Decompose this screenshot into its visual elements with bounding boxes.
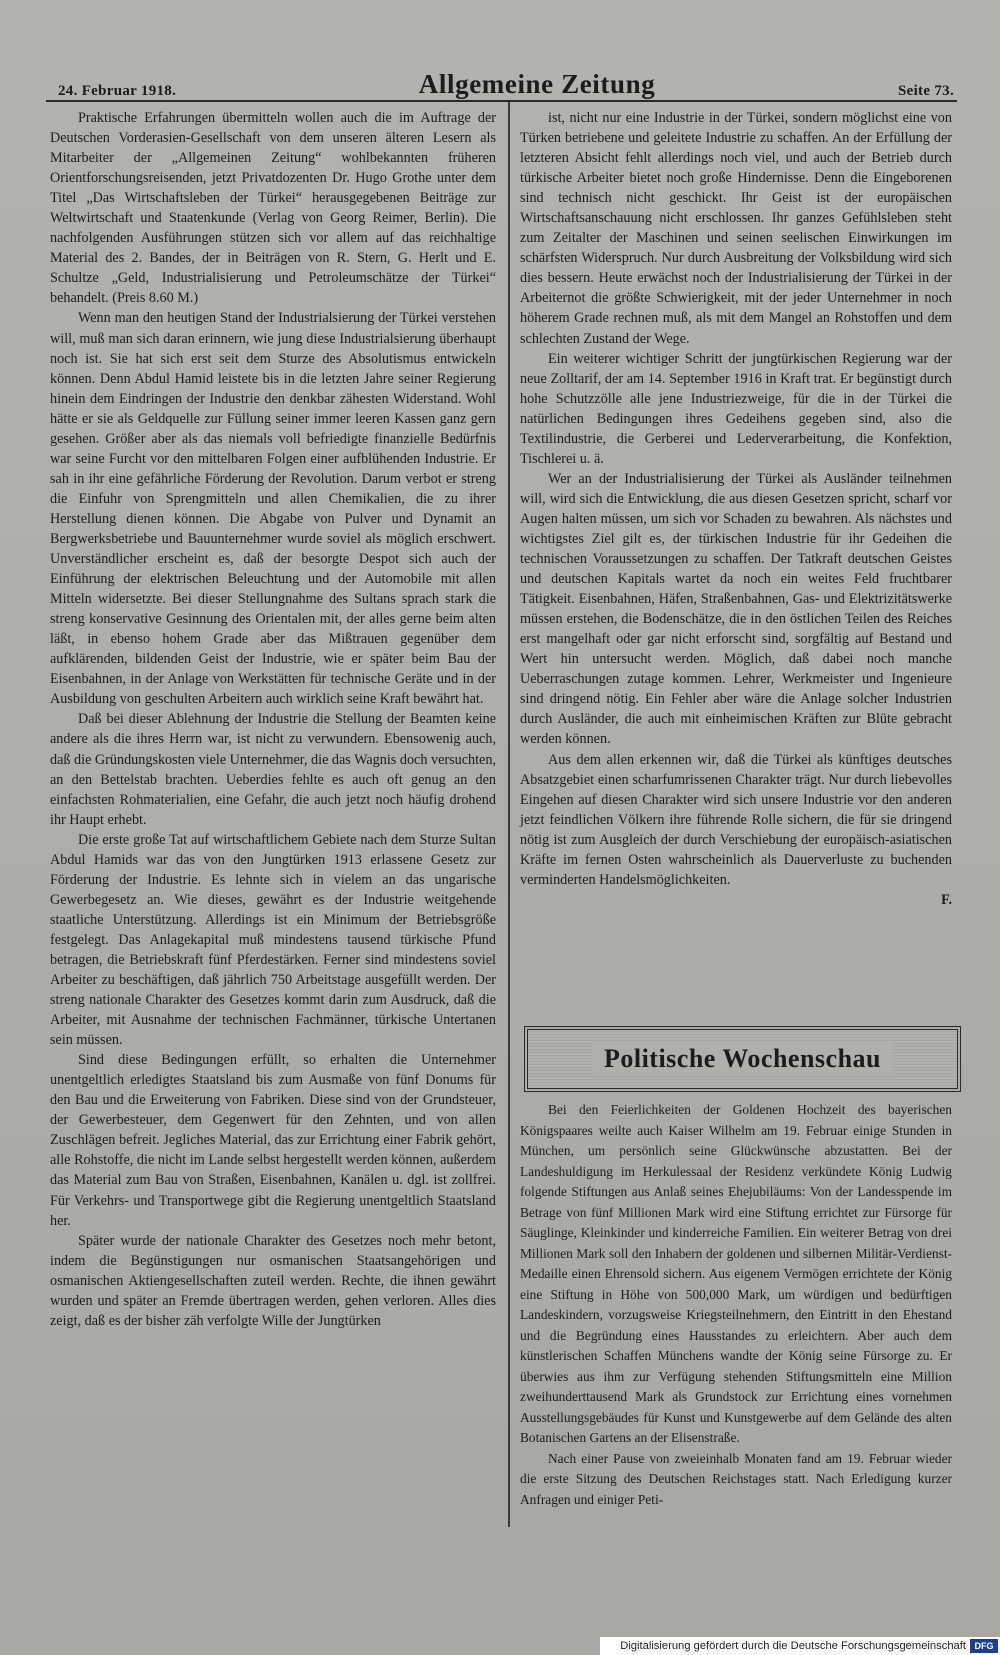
paragraph: Sind diese Bedingungen erfüllt, so erhalten die Unternehmer unentgeltlich erledigtes Staatsland bis zum Ausmaße von fünf Donums für den Bau und die Erweiterung von Fabriken. Diese sind von der Grundsteuer, der Gewerbesteuer, dem Gegenwert für den Zehnten, und von allen Zuschlägen befreit. Jegliches Material, das zur Errichtung einer Fabrik gehört, alle Rohstoffe, die nicht im Lande selbst hergestellt werden können, außerdem das Material zum Bau von Straßen, Eisenbahnen, Kanälen u. dgl. ist zollfrei. Für Verkehrs- und Transportwege gibt die Regierung unentgeltlich Staatsland her.: [50, 1052, 496, 1229]
paragraph: Bei den Feierlichkeiten der Goldenen Hochzeit des bayerischen Königspaares weilte auch Kaiser Wilhelm am 19. Februar einige Stunden in München, um persönlich seine Glückwünsche abzustatten. Bei der Landeshuldigung im Herkulessaal der Residenz verkündete König Ludwig folgende Stiftungen aus Anlaß seines Ehejubiläums: Von der Landesspende im Betrage von fünf Millionen Mark wird eine Stiftung errichtet zur Fürsorge für Säuglinge, Kleinkinder und kinderreiche Familien. Ein weiterer Betrag von drei Millionen Mark soll den Inhabern der goldenen und silbernen Militär-Verdienst-Medaille einen Ehrensold sichern. Aus eigenem Vermögen errichtete der König eine Stiftung in Höhe von 500,000 Mark, um würdigen und bedürftigen Landeskindern, vorzugsweise Kriegsteilnehmern, den Eintritt in den Ehestand und die Begründung eines Hausstandes zu erleichtern. Aber auch dem künstlerischen Schaffen Münchens wandte der König seine Fürsorge zu. Er überwies aus ihm zur Verfügung stehenden Stiftungsmitteln eine Million zweihunderttausend Mark als Grundstock zur Errichtung eines vornehmen Ausstellungsgebäudes für Kunst und Kunstgewerbe auf dem Gelände des alten Botanischen Gartens an der Elisenstraße.: [520, 1102, 952, 1445]
paragraph: Aus dem allen erkennen wir, daß die Türkei als künftiges deutsches Absatzgebiet einen scharfumrissenen Charakter trägt. Nur durch liebevolles Eingehen auf diesen Charakter wird sich unsere Industrie vor den anderen jetzt feindlichen Völkern ihre führende Rolle sichern, die für sie dringend nötig ist zum Ausgleich der durch Verschiebung der europäisch-asiatischen Kräfte im fernen Osten wahrscheinlich als Dauerverluste zu buchenden verminderten Handelsmöglichkeiten.: [520, 751, 952, 888]
wochenschau-column: [520, 1100, 952, 1510]
page-header: [58, 66, 954, 100]
right-column: [520, 108, 952, 910]
section-title: Politische Wochenschau: [592, 1042, 893, 1076]
dfg-logo-icon: DFG: [970, 1639, 998, 1653]
paragraph: Wenn man den heutigen Stand der Industrialsierung der Türkei verstehen will, muß man sich daran erinnern, wie jung diese Industrialsierung überhaupt noch ist. Sie hat sich erst seit dem Sturze des Absolutismus entwickeln können. Denn Abdul Hamid leistete bis in die letzten Jahre seiner Regierung hinein dem Eindringen der Industrie den denkbar zähesten Widerstand. Wohl hätte er sie als Geldquelle zur Füllung seiner immer leeren Kassen ganz gern gesehen. Größer aber als das niemals voll befriedigte finanzielle Bedürfnis war seine Furcht vor den mittelbaren Folgen einer aufblühenden Industrie. Er sah in ihr eine gefährliche Förderung der Revolution. Darum verbot er streng die Einfuhr von Sprengmitteln und allen Chemikalien, die zu ihrer Herstellung dienen können. Die Abgabe von Pulver und Dynamit an Bergwerksbetriebe und Bauunternehmer wurde soviel als möglich erschwert. Unverständlicher erscheint es, daß der besorgte Despot sich auch der Einführung der elektrischen Beleuchtung und der Automobile mit allen Mitteln widersetzte. Bei dieser Stellungnahme des Sultans sprach stark die streng konservative Gesinnung des Orientalen mit, der alles gerne beim alten läßt, in ebenso hohem Grade aber das Mißtrauen gegenüber dem aufklärenden, bildenden Geist der Industrie, wie er später beim Bau der Eisenbahnen, in der Anlage von Werkstätten für technische Geräte und in der Ausbildung von geschulten Arbeitern auch wirklich seine Kraft bewährt hat.: [50, 310, 496, 708]
footer-text: Digitalisierung gefördert durch die Deutsche Forschungsgemeinschaft: [620, 1640, 966, 1652]
author-signature: F.: [941, 891, 952, 908]
column-divider: [508, 102, 510, 1527]
paragraph: Praktische Erfahrungen übermitteln wollen auch die im Auftrage der Deutschen Vorderasien-Gesellschaft von dem unseren älteren Lesern als Mitarbeiter der „Allgemeinen Zeitung“ wohlbekannten früheren Orientforschungsreisenden, jetzt Privatdozenten Dr. Hugo Grothe unter dem Titel „Das Wirtschaftsleben der Türkei“ herausgegebenen Beiträge zur Weltwirtschaft und Staatenkunde (Verlag von Georg Reimer, Berlin). Die nachfolgenden Ausführungen stützen sich vor allem auf das reichhaltige Material des 2. Bandes, der in Beiträgen von R. Stern, G. Herlt und E. Schultze „Geld, Industrialisierung und Petroleumschätze der Türkei“ behandelt. (Preis 8.60 M.): [50, 110, 496, 307]
header-rule: [46, 100, 957, 102]
page-number: Seite 73.: [897, 83, 954, 99]
issue-date: 24. Februar 1918.: [58, 83, 177, 99]
paragraph: Die erste große Tat auf wirtschaftlichem Gebiete nach dem Sturze Sultan Abdul Hamids war das von den Jungtürken 1913 erlassene Gesetz zur Förderung der Industrie. Es lehnte sich in vielem an das ungarische Gewerbegesetz an. Wie dieses, gewährt es der Industrie weitgehende staatliche Unterstützung. Allerdings ist ein Minimum der Betriebsgröße festgelegt. Das Anlagekapital muß mindestens tausend türkische Pfund betragen, die Betriebskraft fünf Pferdestärken. Ferner sind mindestens soviel Arbeiter zu beschäftigen, daß jährlich 750 Arbeitstage ausgefüllt werden. Der streng nationale Charakter des Gesetzes kommt darin zum Ausdruck, daß die Arbeiter, mit Ausnahme der technischen Fachmänner, türkische Untertanen sein müssen.: [50, 831, 496, 1049]
paragraph: Später wurde der nationale Charakter des Gesetzes noch mehr betont, indem die Begünstigungen nur osmanischen Staatsangehörigen und osmanischen Aktiengesellschaften zuteil werden. Rechte, die ihnen gewährt wurden und später an Fremde übertragen werden, gehen verloren. Alles dies zeigt, daß es der bisher zäh verfolgte Wille der Jungtürken: [50, 1232, 496, 1329]
paragraph: ist, nicht nur eine Industrie in der Türkei, sondern möglichst eine von Türken betriebene und geleitete Industrie zu schaffen. An der Erfüllung der letzteren Absicht fehlt allerdings noch viel, und auch der Betrieb durch türkische Arbeiter bietet noch große Hindernisse. Denn die Eingeborenen sind technisch nicht geschickt. Ihr Geist ist der europäischen Wirtschaftsanschauung nicht erschlossen. Ihr ganzes Gefühlsleben steht zum Zeitalter der Maschinen und seinen seelischen Einwirkungen im schärfsten Widerspruch. Nur durch Ausbreitung der Volksbildung wird sich dies bessern. Heute erwächst noch der Industrialisierung der Türkei in der Arbeiternot die größte Schwierigkeit, mit der jeder Unternehmer in noch höherem Grade rechnen muß, als mit dem Mangel an Rohstoffen und dem schlechten Zustand der Wege.: [520, 110, 952, 347]
digitization-footer: [600, 1637, 1000, 1655]
paragraph: Daß bei dieser Ablehnung der Industrie die Stellung der Beamten keine andere als die ihres Herrn war, ist nicht zu verwundern. Ebensowenig auch, daß die Gründungskosten viele Unternehmer, die das Wagnis doch versuchten, an den Bettelstab brachten. Ueberdies fehlte es auch oft genug an den einfachsten Rohmaterialien, eine Gefahr, die auch jetzt noch häufig drohend ihr Haupt erhebt.: [50, 711, 496, 828]
paragraph: Wer an der Industrialisierung der Türkei als Ausländer teilnehmen will, wird sich die Entwicklung, die aus diesen Gesetzen spricht, scharf vor Augen halten müssen, um sich vor Schaden zu bewahren. Als nächstes und wichtigstes Ziel gilt es, der türkischen Industrie für ihr Gedeihen die technischen Voraussetzungen zu schaffen. Der Tatkraft deutschen Geistes und deutschen Kapitals wartet da noch ein weites Feld fruchtbarer Tätigkeit. Eisenbahnen, Häfen, Straßenbahnen, Gas- und Elektrizitätswerke müssen erstehen, die Bodenschätze, die in den östlichen Teilen des Reiches erst mangelhaft oder gar nicht erforscht sind, sorgfältig auf Bestand und Wert hin untersucht werden. Möglich, daß dabei noch manche Ueberraschungen zutage kommen. Lehrer, Werkmeister und Ingenieure sind dringend nötig. Ein Fehler aber wäre die Anlage solcher Industrien durch Ausländer, die auch mit einheimischen Kräften zur Blüte gebracht werden können.: [520, 470, 952, 748]
paragraph: Ein weiterer wichtiger Schritt der jungtürkischen Regierung war der neue Zolltarif, der am 14. September 1916 in Kraft trat. Er begünstigt durch hohe Schutzzölle alle jene Industriezweige, für die in der Türkei die natürlichen Bedingungen ihres Gedeihens gegeben sind, also die Textilindustrie, die Gerberei und Lederverarbeitung, die Konfektion, Tischlerei u. ä.: [520, 350, 952, 467]
paragraph: Nach einer Pause von zweieinhalb Monaten fand am 19. Februar wieder die erste Sitzung des Deutschen Reichstages statt. Nach Erledigung kurzer Anfragen und einiger Peti-: [520, 1450, 952, 1507]
newspaper-title: Allgemeine Zeitung: [418, 69, 656, 99]
left-column: [50, 108, 496, 1331]
section-banner: [524, 1026, 961, 1092]
